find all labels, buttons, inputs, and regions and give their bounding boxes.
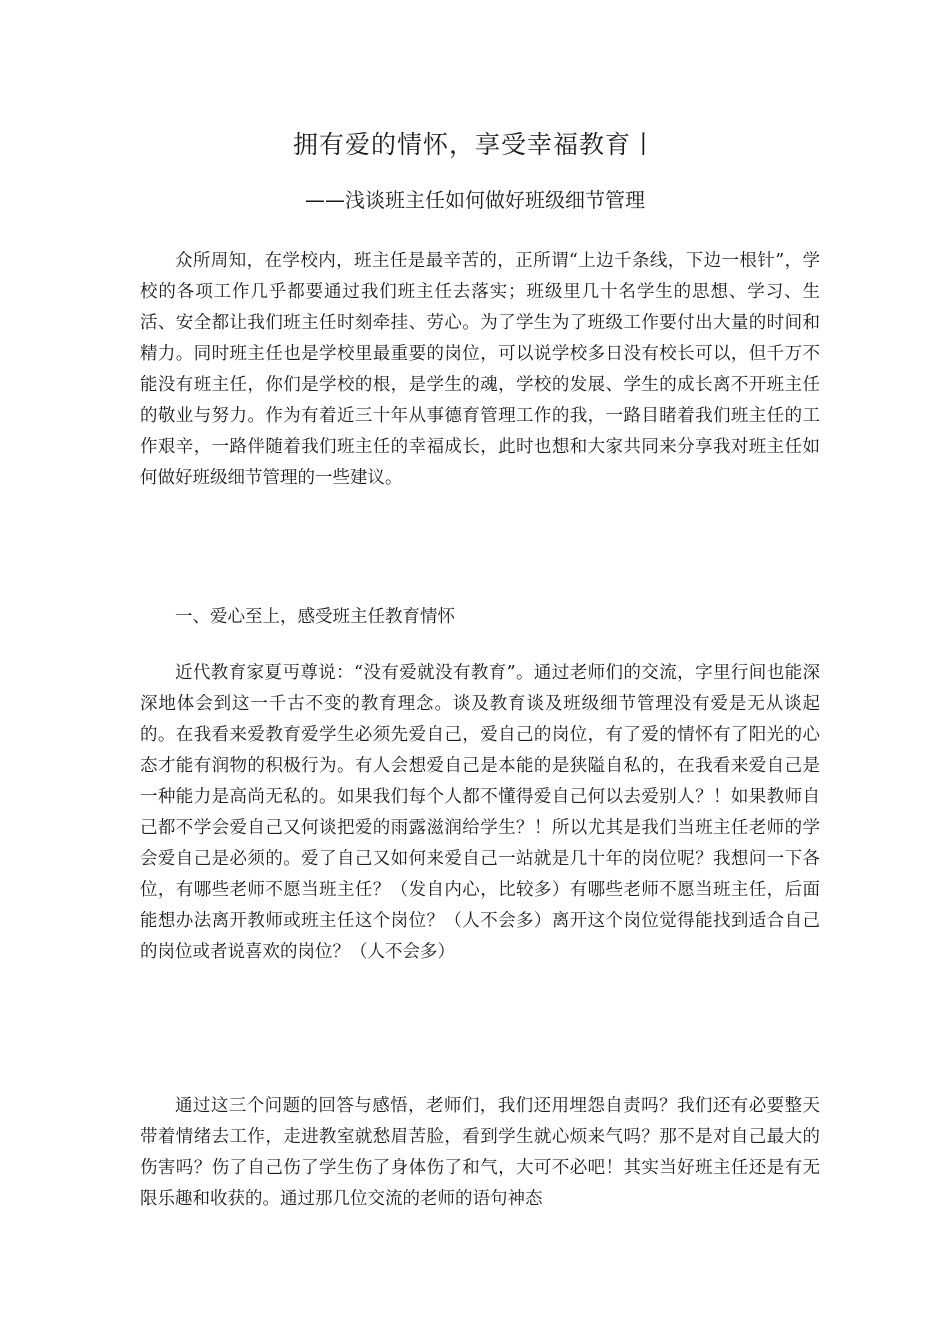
- paragraph-intro: 众所周知，在学校内，班主任是最辛苦的，正所谓“上边千条线，下边一根针”，学校的各项工作几乎都要通过我们班主任去落实；班级里几十名学生的思想、学习、生活、安全都让我们班主任时刻牵挂、劳心。为了学生为了班级工作要付出大量的时间和精力。同时班主任也是学校里最重要的岗位，可以说学校多日没有校长可以，但千万不能没有班主任，你们是学校的根，是学生的魂，学校的发展、学生的成长离不开班主任的敬业与努力。作为有着近三十年从事德育管理工作的我，一路目睹着我们班主任的工作艰辛，一路伴随着我们班主任的幸福成长，此时也想和大家共同来分享我对班主任如何做好班级细节管理的一些建议。: [140, 251, 820, 488]
- document-subtitle: ——浅谈班主任如何做好班级细节管理: [305, 188, 645, 212]
- document-title: 拥有爱的情怀，享受幸福教育丨: [292, 130, 657, 159]
- paragraph-love: 近代教育家夏丏尊说：“没有爱就没有教育”。通过老师们的交流，字里行间也能深深地体会到这一千古不变的教育理念。谈及教育谈及班级细节管理没有爱是无从谈起的。在我看来爱教育爱学生必须先爱自己，爱自己的岗位，有了爱的情怀有了阳光的心态才能有润物的积极行为。有人会想爱自己是本能的是狭隘自私的，在我看来爱自己是一种能力是高尚无私的。如果我们每个人都不懂得爱自己何以去爱别人？！如果教师自己都不学会爱自己又何谈把爱的雨露滋润给学生？！所以尤其是我们当班主任老师的学会爱自己是必须的。爱了自己又如何来爱自己一站就是几十年的岗位呢？我想问一下各位，有哪些老师不愿当班主任？（发自内心，比较多）有哪些老师不愿当班主任，后面能想办法离开教师或班主任这个岗位？（人不会多）离开这个岗位觉得能找到适合自己的岗位或者说喜欢的岗位？（人不会多）: [140, 663, 820, 962]
- paragraph-reflection: 通过这三个问题的回答与感悟，老师们，我们还用埋怨自责吗？我们还有必要整天带着情绪去工作，走进教室就愁眉苦脸，看到学生就心烦来气吗？那不是对自己最大的伤害吗？伤了自己伤了学生伤了身体伤了和气，大可不必吧！其实当好班主任还是有无限乐趣和收获的。通过那几位交流的老师的语句神态: [140, 1096, 820, 1209]
- section-heading: 一、爱心至上，感受班主任教育情怀: [175, 607, 455, 627]
